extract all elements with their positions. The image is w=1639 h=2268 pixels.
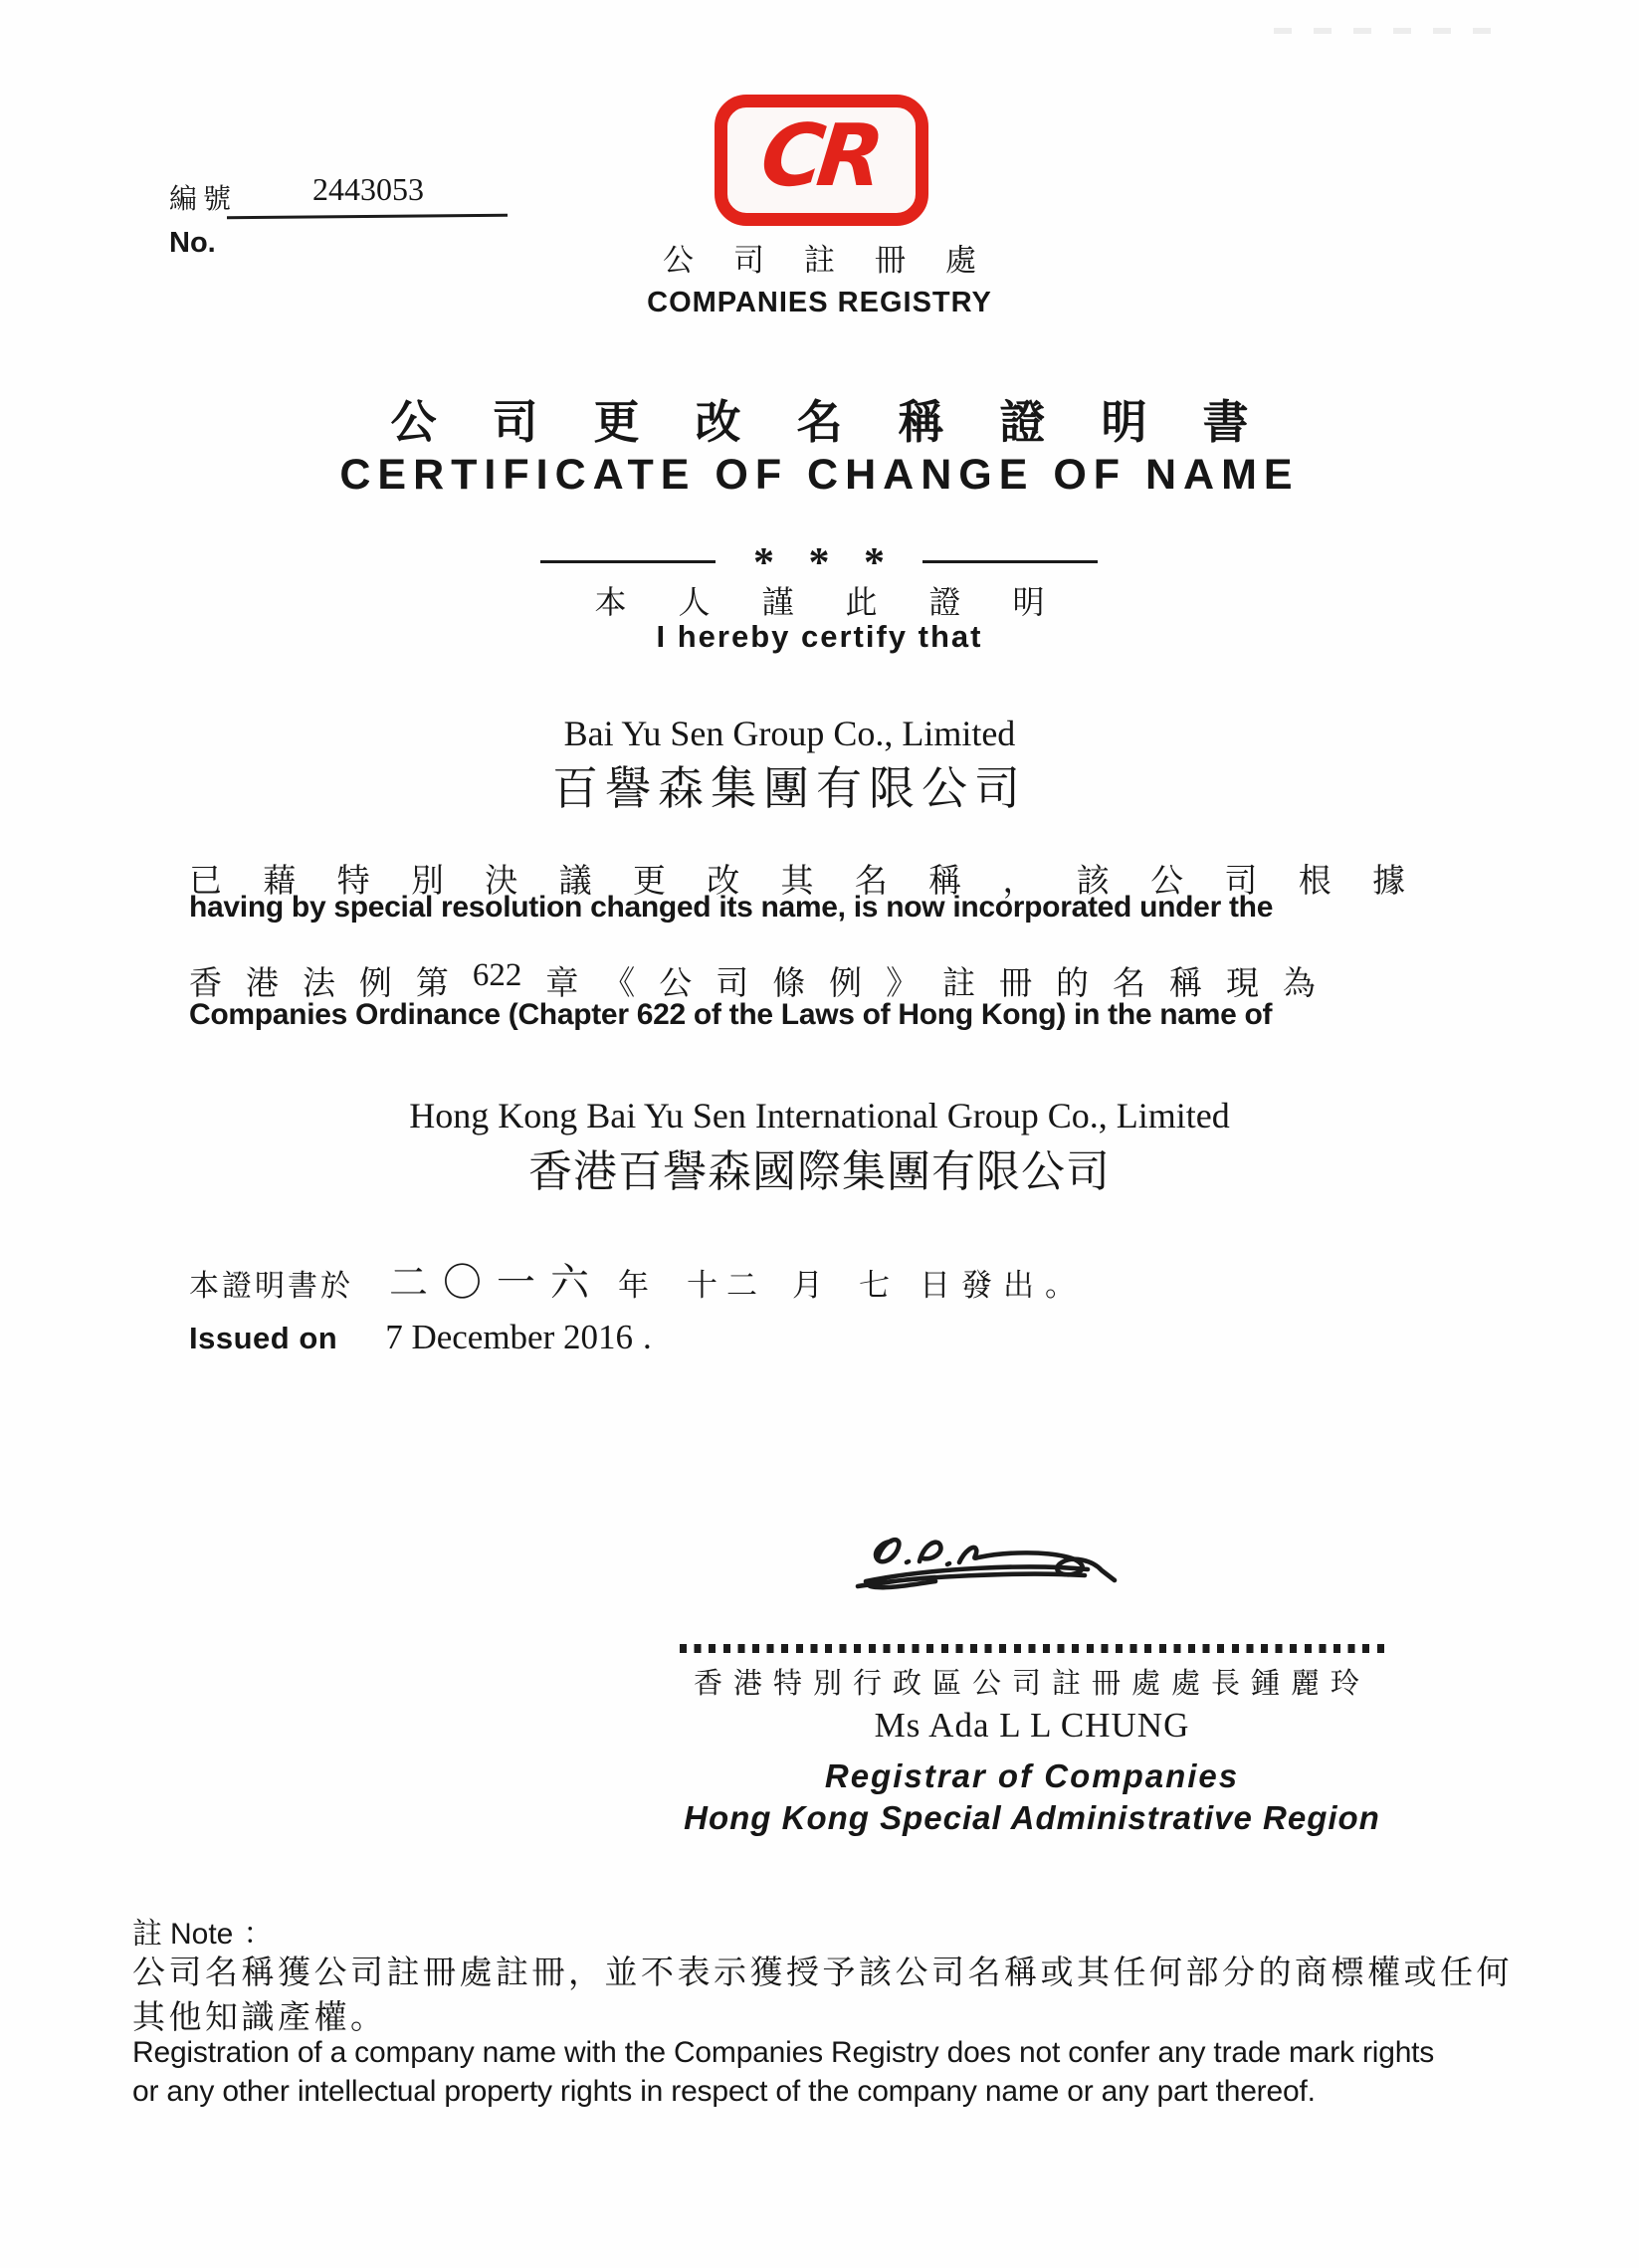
note-label-en: Note — [170, 1918, 234, 1951]
ref-label-cjk: 編號 — [169, 184, 238, 215]
clause1-en: having by special resolution changed its name, is now incorporated under the — [189, 891, 1274, 924]
certificate-title-cjk: 公司更改名稱證明書 — [390, 397, 1305, 448]
registry-name-cjk: 公司註冊處 — [663, 243, 1016, 278]
justified-char: 公 — [659, 966, 693, 1002]
justified-char: 稱 — [928, 864, 962, 900]
issue-year-unit: 年 — [618, 1268, 650, 1303]
old-company-name-en: Bai Yu Sen Group Co., Limited — [563, 714, 1016, 753]
clause2-en: Companies Ordinance (Chapter 622 of the Laws of Hong Kong) in the name of — [189, 998, 1273, 1031]
ref-number: 2443053 — [312, 171, 424, 207]
justified-char: 名 — [854, 864, 888, 900]
justified-char: 稱 — [1168, 966, 1202, 1002]
justified-char: 其 — [780, 864, 814, 900]
justified-char: 公 — [1150, 864, 1184, 900]
new-company-name-cjk: 香港百譽森國際集團有限公司 — [528, 1147, 1111, 1196]
justified-char: 名 — [1113, 966, 1145, 1002]
certificate-title-en: CERTIFICATE OF CHANGE OF NAME — [339, 451, 1300, 499]
issued-date-period: . — [643, 1318, 652, 1356]
justified-char: 《 — [602, 966, 636, 1002]
justified-char: 章 — [545, 966, 579, 1002]
signatory-title-en-1: Registrar of Companies — [824, 1757, 1240, 1794]
justified-char: 更 — [632, 864, 666, 900]
note-text-cjk-line1: 公司名稱獲公司註冊處註冊，並不表示獲授予該公司名稱或其任何部分的商標權或任何 — [132, 1956, 1513, 1991]
justified-char: 冊 — [999, 966, 1033, 1002]
certify-statement-cjk: 本人謹此證明 — [594, 584, 1097, 620]
justified-char: 藉 — [263, 864, 297, 900]
signatory-title-cjk: 香港特別行政區公司註冊處處長鍾麗玲 — [693, 1668, 1370, 1700]
registry-name-en: COMPANIES REGISTRY — [647, 287, 992, 318]
justified-char: 現 — [1225, 966, 1259, 1002]
ref-underline — [227, 214, 508, 219]
note-label-cjk: 註 — [132, 1918, 162, 1951]
justified-char: 港 — [245, 966, 279, 1002]
note-text-cjk-line2: 其他知識產權。 — [132, 2000, 387, 2036]
issue-prefix: 本證明書於 — [189, 1270, 353, 1303]
signatory-name: Ms Ada L L CHUNG — [874, 1706, 1190, 1745]
justified-char: 的 — [1056, 966, 1090, 1002]
justified-char: 已 — [189, 864, 222, 900]
justified-char: 法 — [302, 966, 335, 1002]
divider-line-left — [540, 560, 716, 563]
signature-dotted-line — [680, 1644, 1384, 1653]
justified-char: 》 — [886, 966, 920, 1002]
justified-char: 註 — [942, 966, 976, 1002]
justified-char: 香 — [189, 966, 222, 1002]
justified-char: 決 — [485, 864, 518, 900]
justified-char: 為 — [1282, 966, 1316, 1002]
divider-stars: * * * — [753, 540, 897, 586]
companies-registry-logo — [715, 95, 928, 226]
cr-logo-icon: CR — [755, 106, 882, 206]
issued-on-label: Issued on — [189, 1321, 338, 1355]
justified-char: 議 — [558, 864, 592, 900]
ref-label-en: No. — [169, 227, 216, 259]
justified-char: 條 — [772, 966, 806, 1002]
note-text-en-line1: Registration of a company name with the Companies Registry does not confer any trade mark rights — [132, 2036, 1435, 2069]
justified-char: 622 — [472, 957, 522, 993]
issued-date-value: 7 December 2016 — [385, 1318, 633, 1356]
old-company-name-cjk: 百譽森集團有限公司 — [552, 763, 1027, 814]
title-divider — [540, 533, 1098, 586]
registrar-signature — [844, 1525, 1142, 1616]
issue-suffix: 日發出。 — [920, 1268, 1088, 1303]
new-company-name-en: Hong Kong Bai Yu Sen International Group Co., Limited — [409, 1096, 1230, 1135]
divider-line-right — [922, 560, 1098, 563]
issue-month-unit: 月 — [792, 1268, 824, 1303]
justified-char: 第 — [415, 966, 449, 1002]
note-text-en-line2: or any other intellectual property rights in respect of the company name or any part thereof. — [132, 2075, 1316, 2108]
issue-date-cjk — [189, 1252, 1087, 1308]
signatory-title-en-2: Hong Kong Special Administrative Region — [684, 1799, 1380, 1836]
justified-char: 司 — [1224, 864, 1258, 900]
justified-char: ， — [1002, 864, 1036, 900]
note-label-colon: ： — [243, 1918, 274, 1951]
certify-statement-en: I hereby certify that — [656, 619, 983, 654]
issue-day: 七 — [859, 1268, 891, 1303]
issue-month: 十二 — [687, 1268, 767, 1303]
clause2-cjk — [189, 957, 1316, 1004]
issue-year: 二〇一六 — [389, 1262, 605, 1305]
justified-char: 例 — [358, 966, 392, 1002]
justified-char: 改 — [707, 864, 740, 900]
justified-char: 該 — [1076, 864, 1110, 900]
issue-date-en — [189, 1318, 652, 1357]
scan-artifact — [1274, 28, 1503, 34]
justified-char: 據 — [1372, 864, 1405, 900]
justified-char: 例 — [829, 966, 863, 1002]
justified-char: 特 — [336, 864, 370, 900]
justified-char: 別 — [410, 864, 444, 900]
justified-char: 根 — [1298, 864, 1332, 900]
justified-char: 司 — [716, 966, 749, 1002]
